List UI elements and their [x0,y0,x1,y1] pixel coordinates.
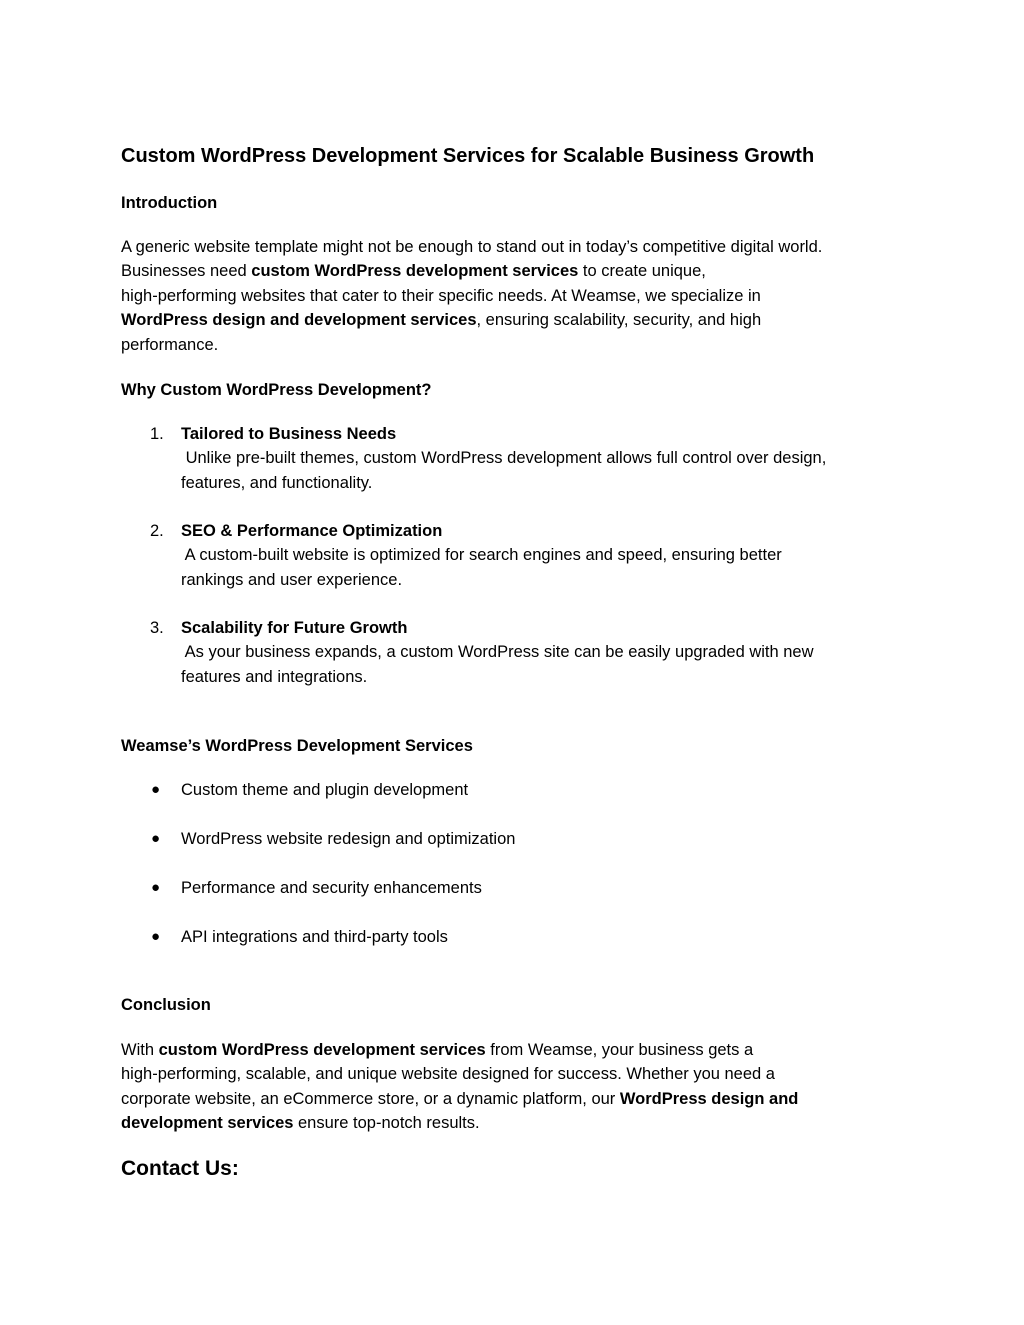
bullet-icon: ● [151,928,161,945]
list-item-text: features, and functionality. [181,473,373,492]
list-item-text: Unlike pre-built themes, custom WordPress development allows full control over design, [181,449,827,468]
conclusion-line: development services ensure top-notch results. [121,1114,480,1133]
bullet-list-item [121,925,911,949]
contact-heading: Contact Us: [121,1157,239,1180]
services-heading: Weamse’s WordPress Development Services [121,737,473,755]
bold-phrase: custom WordPress development services [251,262,579,281]
list-item-text: A custom-built website is optimized for search engines and speed, ensuring better [181,546,782,565]
introduction-line: A generic website template might not be enough to stand out in today’s competitive digital world. [121,238,823,256]
introduction-line: Businesses need custom WordPress development services to create unique, [121,262,706,281]
conclusion-heading: Conclusion [121,996,211,1014]
bullet-icon: ● [151,830,161,847]
bullet-icon: ● [151,781,161,798]
bold-phrase: WordPress design and development services [121,311,477,330]
bullet-list-item [121,876,911,900]
list-item-text: As your business expands, a custom WordPress site can be easily upgraded with new [181,643,814,662]
conclusion-paragraph [121,1038,911,1136]
why-heading: Why Custom WordPress Development? [121,381,432,399]
introduction-line: high-performing websites that cater to their specific needs. At Weamse, we specialize in [121,286,761,305]
bullet-list-item [121,827,911,851]
list-item-title: SEO & Performance Optimization [181,522,443,540]
bullet-text: Custom theme and plugin development [181,781,469,799]
bold-phrase: custom WordPress development services [158,1041,486,1059]
page-title: Custom WordPress Development Services for Scalable Business Growth [121,145,815,167]
bold-phrase: WordPress design and [619,1089,799,1108]
bullet-icon: ● [151,879,161,896]
conclusion-line: corporate website, an eCommerce store, or a dynamic platform, our WordPress design and [121,1089,799,1108]
bullet-list-item [121,778,911,802]
conclusion-line: high-performing, scalable, and unique website designed for success. Whether you need a [121,1065,775,1084]
bullet-text: WordPress website redesign and optimization [181,830,516,848]
bold-phrase: development services [121,1114,294,1133]
list-number: 1. [150,425,164,443]
introduction-line: WordPress design and development services, ensuring scalability, security, and high [121,311,762,330]
list-item-title: Scalability for Future Growth [181,619,408,637]
list-item-text: features and integrations. [181,667,368,686]
list-item-title: Tailored to Business Needs [181,425,397,443]
list-number: 2. [150,522,164,540]
bullet-text: Performance and security enhancements [181,879,482,897]
list-item-text: rankings and user experience. [181,570,403,589]
list-number: 3. [150,619,164,637]
bullet-text: API integrations and third-party tools [181,928,448,946]
introduction-line: performance. [121,335,219,354]
conclusion-line: With custom WordPress development services from Weamse, your business gets a [121,1041,754,1059]
introduction-heading: Introduction [121,194,218,212]
introduction-paragraph [121,235,911,357]
